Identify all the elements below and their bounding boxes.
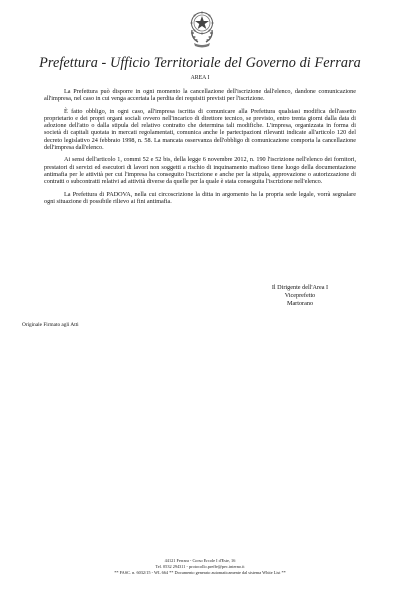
area-label: AREA I: [190, 75, 210, 81]
paragraph-cancellation: La Prefettura può disporre in ogni momento la cancellazione dell'iscrizione dall'elenco, dandone comunicazione all'impresa, nel caso in cui venga accertata la perdita dei requisiti previsti per l'iscrizione.: [44, 88, 356, 103]
footer-address: 44121 Ferrara - Corso Ercole I d'Este, 16: [164, 558, 236, 563]
signature-name: Martorano: [286, 300, 314, 307]
paragraph-obligation: È fatto obbligo, in ogni caso, all'impresa iscritta di comunicare alla Prefettura qualsiasi modifica dell'assetto proprietario e dei propri organi sociali ovvero nell'incarico di direttore tecnico, se previsto, entro trenta giorni dalla data di adozione dell'atto o dalla stipula del relativo contratto che determina tali modifiche. L'impresa, organizzata in forma di società di capitali quotata in mercati regolamentati, comunica anche le partecipazioni rilevanti indicate all'articolo 120 del decreto legislativo 24 febbraio 1998, n. 58. La mancata osservanza dell'obbligo di comunicazione comporta la cancellazione dell'impresa dall'elenco.: [44, 107, 356, 152]
document-body: [44, 88, 356, 210]
signature-title: Viceprefetto: [284, 292, 316, 299]
paragraph-padova: La Prefettura di PADOVA, nella cui circoscrizione la ditta in argomento ha la propria sede legale, vorrà segnalare ogni situazione di possibile rilievo ai fini antimafia.: [44, 190, 356, 205]
office-title: Prefettura - Ufficio Territoriale del Governo di Ferrara: [39, 55, 361, 71]
footer: [0, 558, 400, 576]
signature-role: Il Dirigente dell'Area I: [271, 284, 329, 291]
signature-block: [230, 284, 370, 308]
footer-contact: Tel. 0532 294311 - protocollo.preffe@pec.interno.it: [155, 564, 245, 569]
italian-republic-emblem-icon: [189, 8, 215, 50]
footer-document-id: ** FASC. n. 6032/15 - WL 664 ** Documento generato automaticamente dal sistema White List **: [114, 570, 286, 575]
original-signed-note: Originale Firmato agli Atti: [22, 322, 79, 328]
paragraph-legal-reference: Ai sensi dell'articolo 1, commi 52 e 52 bis, della legge 6 novembre 2012, n. 190 l'iscrizione nell'elenco dei fornitori, prestatori di servizi ed esecutori di lavori non soggetti a rischio di inquinamento mafioso tiene luogo della documentazione antimafia per le attività per cui l'impresa ha conseguito l'iscrizione e anche per la stipula, approvazione o autorizzazione di contratti o subcontratti relativi ad attività diverse da quelle per la quale è stata conseguita l'iscrizione nell'elenco.: [44, 156, 356, 186]
